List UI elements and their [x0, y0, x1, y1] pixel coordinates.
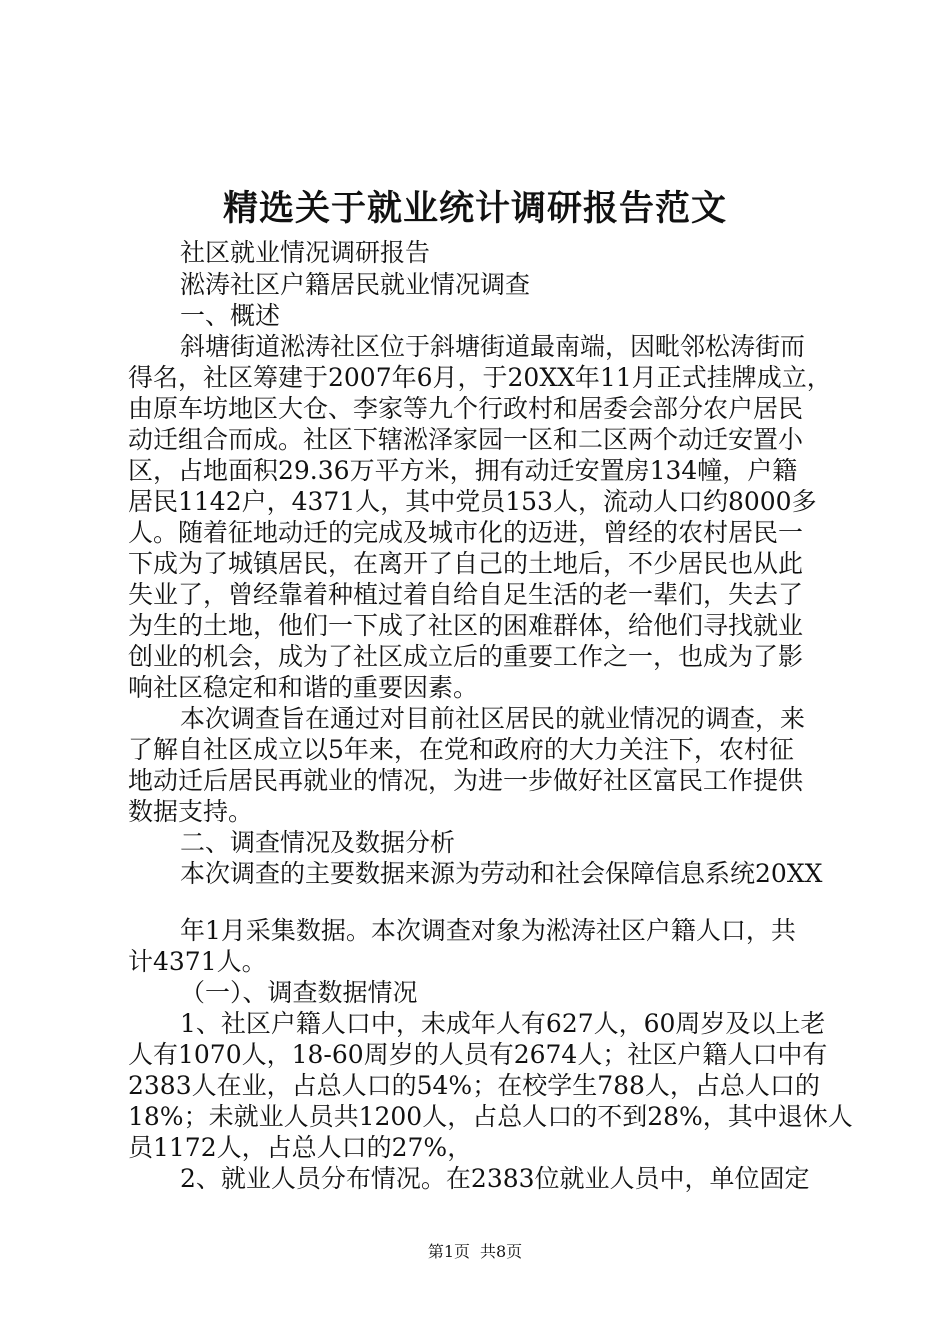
paragraph-line: 响社区稳定和和谐的重要因素。 — [128, 673, 479, 702]
paragraph-line: 人。随着征地动迁的完成及城市化的迈进，曾经的农村居民一 — [128, 518, 804, 547]
paragraph-line: 得名，社区筹建于2007年6月，于20XX年11月正式挂牌成立， — [128, 363, 832, 392]
paragraph-line: 斜塘街道淞涛社区位于斜塘街道最南端，因毗邻松涛街而 — [180, 332, 806, 361]
paragraph-line: 由原车坊地区大仓、李家等九个行政村和居委会部分农户居民 — [128, 394, 804, 423]
paragraph-line: 数据支持。 — [128, 797, 254, 826]
paragraph-line: 动迁组合而成。社区下辖淞泽家园一区和二区两个动迁安置小 — [128, 425, 804, 454]
paragraph-line: 了解自社区成立以5年来，在党和政府的大力关注下，农村征 — [128, 735, 794, 764]
page-total: 共8页 — [480, 1242, 523, 1261]
page-footer — [0, 1241, 950, 1263]
paragraph-line: 创业的机会，成为了社区成立后的重要工作之一，也成为了影 — [128, 642, 804, 671]
paragraph-line: 区，占地面积29.36万平方米，拥有动迁安置房134幢，户籍 — [128, 456, 798, 485]
section-heading-analysis: 二、调查情况及数据分析 — [180, 828, 456, 857]
paragraph-line: 地动迁后居民再就业的情况，为进一步做好社区富民工作提供 — [128, 766, 804, 795]
paragraph-line: 为生的土地，他们一下成了社区的困难群体，给他们寻找就业 — [128, 611, 804, 640]
paragraph-line: 本次调查旨在通过对目前社区居民的就业情况的调查，来 — [180, 704, 806, 733]
paragraph-line: 失业了，曾经靠着种植过着自给自足生活的老一辈们，失去了 — [128, 580, 804, 609]
paragraph-line: 下成为了城镇居民，在离开了自己的土地后，不少居民也从此 — [128, 549, 804, 578]
section-heading-overview: 一、概述 — [180, 301, 281, 330]
paragraph-line: 年1月采集数据。本次调查对象为淞涛社区户籍人口，共 — [180, 916, 796, 945]
paragraph-line: 本次调查的主要数据来源为劳动和社会保障信息系统20XX — [180, 859, 823, 888]
subtitle-survey: 淞涛社区户籍居民就业情况调查 — [180, 270, 531, 299]
paragraph-line: 居民1142户，4371人，其中党员153人，流动人口约8000多 — [128, 487, 817, 516]
paragraph-line: 员1172人，占总人口的27%， — [128, 1133, 473, 1162]
page-number: 第1页 — [427, 1242, 470, 1261]
paragraph-line: 1、社区户籍人口中，未成年人有627人，60周岁及以上老 — [180, 1009, 826, 1038]
paragraph-line: 2、就业人员分布情况。在2383位就业人员中，单位固定 — [180, 1164, 810, 1193]
paragraph-line: 18%；未就业人员共1200人，占总人口的不到28%，其中退休人 — [128, 1102, 853, 1131]
page-title: 精选关于就业统计调研报告范文 — [222, 189, 727, 229]
subtitle-report: 社区就业情况调研报告 — [180, 238, 431, 267]
paragraph-line: 2383人在业，占总人口的54%；在校学生788人，占总人口的 — [128, 1071, 820, 1100]
paragraph-line: 人有1070人，18-60周岁的人员有2674人；社区户籍人口中有 — [128, 1040, 828, 1069]
paragraph-line: 计4371人。 — [128, 947, 267, 976]
subsection-heading-data: （一）、调查数据情况 — [180, 978, 418, 1007]
